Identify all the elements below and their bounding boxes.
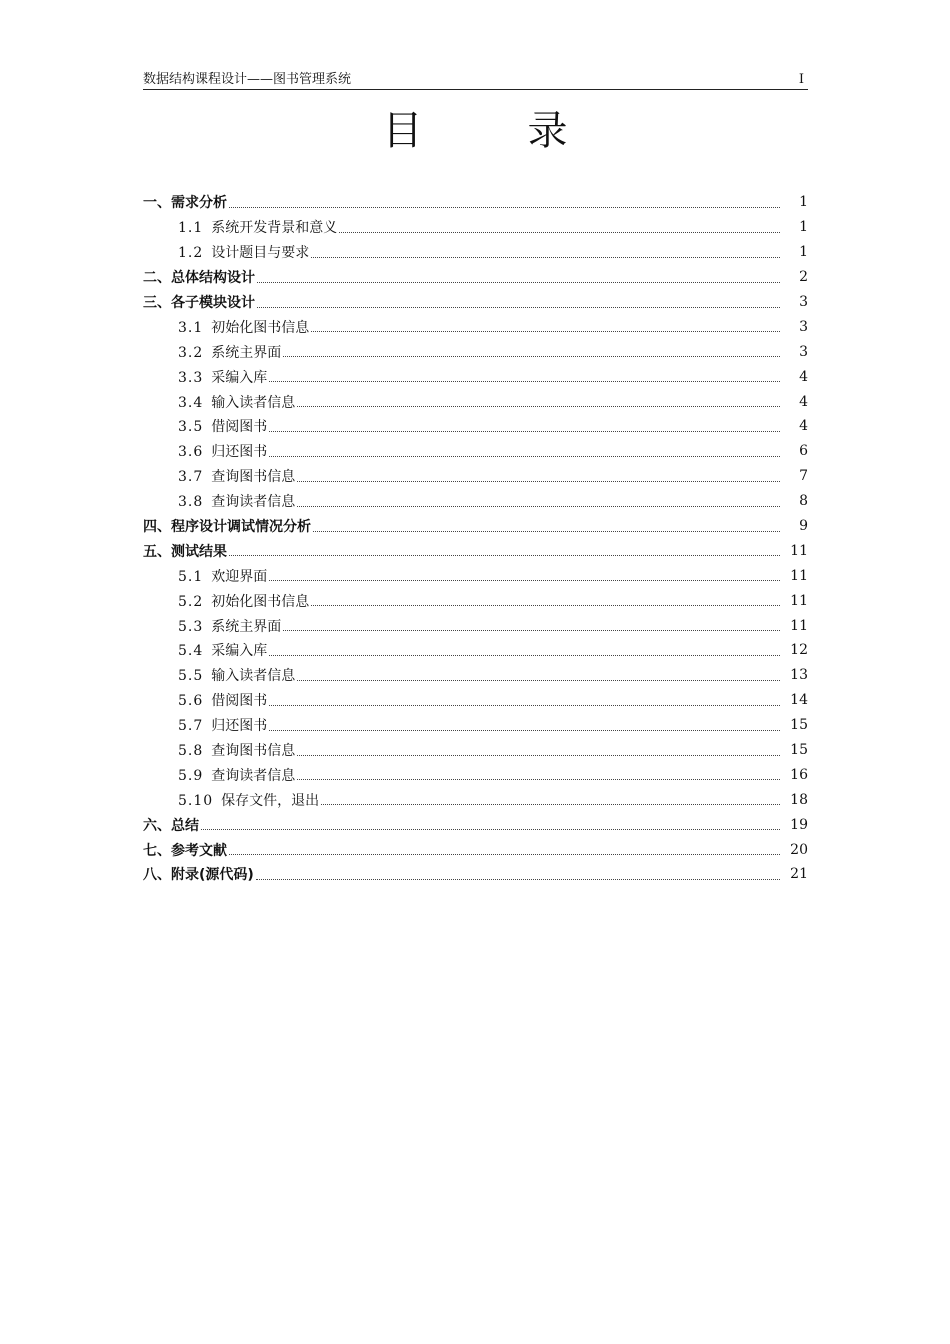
- toc-entry-label: [178, 640, 267, 660]
- toc-section-number: 3.8: [178, 494, 204, 511]
- toc-section-number: 3.4: [178, 394, 204, 411]
- toc-entry-label: [178, 765, 295, 785]
- toc-entry-label: [143, 864, 254, 884]
- toc-dot-leader: [297, 481, 780, 482]
- toc-dot-leader: [257, 282, 780, 283]
- title-char-1: 目: [382, 108, 423, 154]
- toc-entry-label: [178, 416, 267, 436]
- toc-entry-text: 输入读者信息: [211, 668, 296, 685]
- toc-section-number: 5.8: [178, 743, 204, 760]
- toc-entry-text: 系统主界面: [211, 618, 282, 635]
- toc-entry[interactable]: [143, 638, 808, 663]
- toc-page-number: 12: [790, 642, 808, 659]
- toc-entry-text: 一、需求分析: [143, 195, 227, 212]
- toc-section-number: 1.1: [178, 220, 204, 237]
- toc-entry-text: 七、参考文献: [143, 842, 227, 859]
- toc-entry-label: [178, 690, 267, 710]
- toc-page-number: 1: [799, 244, 808, 261]
- toc-page-number: 3: [799, 294, 808, 310]
- toc-dot-leader: [297, 755, 780, 756]
- toc-entry-label: [178, 740, 295, 760]
- toc-entry-text: 查询图书信息: [211, 469, 296, 486]
- toc-dot-leader: [256, 879, 780, 880]
- toc-page-number: 11: [790, 592, 808, 609]
- toc-dot-leader: [269, 431, 780, 432]
- toc-entry-text: 借阅图书: [211, 419, 268, 436]
- toc-entry[interactable]: [143, 663, 808, 688]
- toc-entry[interactable]: [143, 339, 808, 364]
- toc-entry[interactable]: [143, 837, 808, 862]
- toc-dot-leader: [339, 232, 780, 233]
- toc-section-number: 5.9: [178, 767, 204, 784]
- toc-entry-text: 二、总体结构设计: [143, 270, 255, 287]
- toc-section-number: 1.2: [178, 245, 204, 262]
- toc-section-number: 3.3: [178, 369, 204, 386]
- toc-page-number: 14: [790, 692, 808, 709]
- toc-page-number: 11: [790, 567, 808, 584]
- toc-section-number: 3.5: [178, 419, 204, 436]
- toc-section-number: 5.10: [178, 792, 214, 809]
- toc-entry-label: [178, 491, 295, 511]
- toc-page-number: 9: [799, 518, 808, 535]
- toc-entry[interactable]: [143, 389, 808, 414]
- toc-entry[interactable]: [143, 190, 808, 215]
- toc-entry-text: 初始化图书信息: [211, 593, 310, 610]
- toc-page-number: 21: [790, 866, 808, 883]
- toc-entry-text: 八、附录(源代码): [143, 867, 254, 884]
- toc-dot-leader: [321, 804, 780, 805]
- toc-entry-text: 四、程序设计调试情况分析: [143, 519, 311, 536]
- toc-dot-leader: [297, 779, 780, 780]
- toc-dot-leader: [269, 730, 780, 731]
- toc-entry-text: 保存文件，退出: [221, 792, 320, 809]
- toc-entry-label: [178, 616, 281, 636]
- toc-entry[interactable]: [143, 862, 808, 887]
- toc-dot-leader: [283, 630, 780, 631]
- toc-entry-label: [143, 192, 227, 212]
- toc-entry[interactable]: [143, 563, 808, 588]
- toc-entry-text: 查询图书信息: [211, 743, 296, 760]
- toc-entry-text: 三、各子模块设计: [143, 295, 255, 311]
- toc-section-number: 5.4: [178, 643, 204, 660]
- toc-entry-label: [178, 665, 295, 685]
- toc-entry-label: [143, 541, 227, 561]
- toc-page-number: 11: [790, 617, 808, 634]
- toc-dot-leader: [311, 605, 780, 606]
- toc-entry-text: 六、总结: [143, 817, 199, 834]
- toc-entry-label: [178, 591, 309, 611]
- toc-entry-label: [178, 441, 267, 461]
- toc-page-number: 4: [799, 393, 808, 410]
- toc-entry[interactable]: [143, 688, 808, 713]
- toc-entry-text: 欢迎界面: [211, 568, 268, 585]
- toc-dot-leader: [269, 655, 780, 656]
- toc-section-number: 3.1: [178, 319, 204, 336]
- title-char-2: 录: [527, 108, 568, 154]
- toc-entry-label: [178, 317, 309, 337]
- toc-entry[interactable]: [143, 215, 808, 240]
- toc-entry-text: 查询读者信息: [211, 494, 296, 511]
- toc-page-number: 13: [790, 667, 808, 684]
- page-title: [0, 106, 950, 156]
- toc-entry[interactable]: [143, 514, 808, 539]
- toc-section-number: 3.6: [178, 444, 204, 461]
- toc-entry-text: 采编入库: [211, 643, 268, 660]
- toc-page-number: 15: [790, 742, 808, 759]
- toc-entry[interactable]: [143, 588, 808, 613]
- toc-entry[interactable]: [143, 240, 808, 265]
- toc-dot-leader: [229, 207, 780, 208]
- toc-entry-label: [143, 292, 255, 312]
- toc-entry-text: 五、测试结果: [143, 543, 227, 560]
- toc-entry-text: 初始化图书信息: [211, 319, 310, 336]
- toc-dot-leader: [229, 555, 780, 556]
- toc-page-number: 3: [799, 343, 808, 360]
- toc-page-number: 1: [799, 194, 808, 211]
- toc-entry[interactable]: [143, 787, 808, 812]
- toc-entry-text: 归还图书: [211, 718, 268, 735]
- toc-dot-leader: [311, 331, 780, 332]
- toc-section-number: 5.3: [178, 618, 204, 635]
- header-page-number: I: [798, 72, 804, 87]
- toc-entry[interactable]: [143, 464, 808, 489]
- toc-section-number: 5.5: [178, 668, 204, 685]
- toc-entry-text: 系统开发背景和意义: [211, 220, 338, 237]
- toc-page-number: 7: [799, 468, 808, 485]
- toc-page-number: 20: [790, 841, 808, 858]
- toc-page-number: 8: [799, 493, 808, 510]
- toc-section-number: 5.1: [178, 568, 204, 585]
- toc-entry[interactable]: [143, 364, 808, 389]
- toc-dot-leader: [257, 307, 780, 308]
- toc-entry[interactable]: [143, 439, 808, 464]
- toc-dot-leader: [283, 356, 780, 357]
- toc-dot-leader: [269, 580, 780, 581]
- running-header: [143, 70, 808, 90]
- toc-entry-label: [178, 217, 337, 237]
- toc-entry[interactable]: [143, 613, 808, 638]
- toc-dot-leader: [269, 705, 780, 706]
- toc-entry-text: 设计题目与要求: [211, 245, 310, 262]
- toc-entry-label: [143, 267, 255, 287]
- toc-dot-leader: [201, 829, 780, 830]
- toc-entry-text: 输入读者信息: [211, 394, 296, 411]
- toc-dot-leader: [311, 257, 780, 258]
- toc-page-number: 1: [799, 219, 808, 236]
- toc-entry[interactable]: [143, 713, 808, 738]
- toc-page-number: 15: [790, 717, 808, 734]
- toc-entry[interactable]: [143, 290, 808, 315]
- toc-entry-text: 归还图书: [211, 444, 268, 461]
- toc-entry-text: 借阅图书: [211, 693, 268, 710]
- toc-entry-label: [178, 242, 309, 262]
- toc-entry-text: 系统主界面: [211, 344, 282, 361]
- toc-section-number: 3.2: [178, 344, 204, 361]
- toc-entry[interactable]: [143, 265, 808, 290]
- toc-section-number: 5.2: [178, 593, 204, 610]
- toc-entry[interactable]: [143, 812, 808, 837]
- toc-entry-label: [178, 392, 295, 412]
- toc-entry[interactable]: [143, 414, 808, 439]
- toc-entry[interactable]: [143, 489, 808, 514]
- toc-section-number: 5.7: [178, 718, 204, 735]
- toc-dot-leader: [269, 381, 780, 382]
- toc-dot-leader: [229, 854, 780, 855]
- toc-entry-label: [143, 516, 311, 536]
- toc-entry[interactable]: [143, 762, 808, 787]
- toc-dot-leader: [297, 680, 780, 681]
- toc-page-number: 19: [790, 816, 808, 833]
- toc-entry-label: [143, 815, 199, 835]
- toc-page-number: 4: [799, 368, 808, 385]
- table-of-contents: [143, 190, 808, 887]
- toc-dot-leader: [297, 506, 780, 507]
- toc-entry-label: [178, 790, 319, 810]
- toc-section-number: 3.7: [178, 469, 204, 486]
- toc-entry[interactable]: [143, 314, 808, 339]
- toc-entry-label: [178, 715, 267, 735]
- toc-entry-label: [178, 566, 267, 586]
- toc-entry-label: [178, 466, 295, 486]
- toc-page-number: 6: [799, 443, 808, 460]
- toc-page-number: 16: [790, 766, 808, 783]
- toc-dot-leader: [313, 531, 780, 532]
- toc-entry-label: [178, 342, 281, 362]
- toc-entry[interactable]: [143, 738, 808, 763]
- header-title: 数据结构课程设计——图书管理系统: [143, 72, 352, 87]
- toc-entry-text: 采编入库: [211, 369, 268, 386]
- toc-dot-leader: [269, 456, 780, 457]
- toc-entry[interactable]: [143, 538, 808, 563]
- toc-page-number: 4: [799, 418, 808, 435]
- toc-entry-label: [143, 840, 227, 860]
- toc-page-number: 3: [799, 318, 808, 335]
- toc-page-number: 18: [790, 791, 808, 808]
- toc-section-number: 5.6: [178, 693, 204, 710]
- toc-entry-text: 查询读者信息: [211, 767, 296, 784]
- toc-dot-leader: [297, 406, 780, 407]
- toc-page-number: 2: [799, 269, 808, 286]
- toc-page-number: 11: [790, 542, 808, 559]
- toc-entry-label: [178, 367, 267, 387]
